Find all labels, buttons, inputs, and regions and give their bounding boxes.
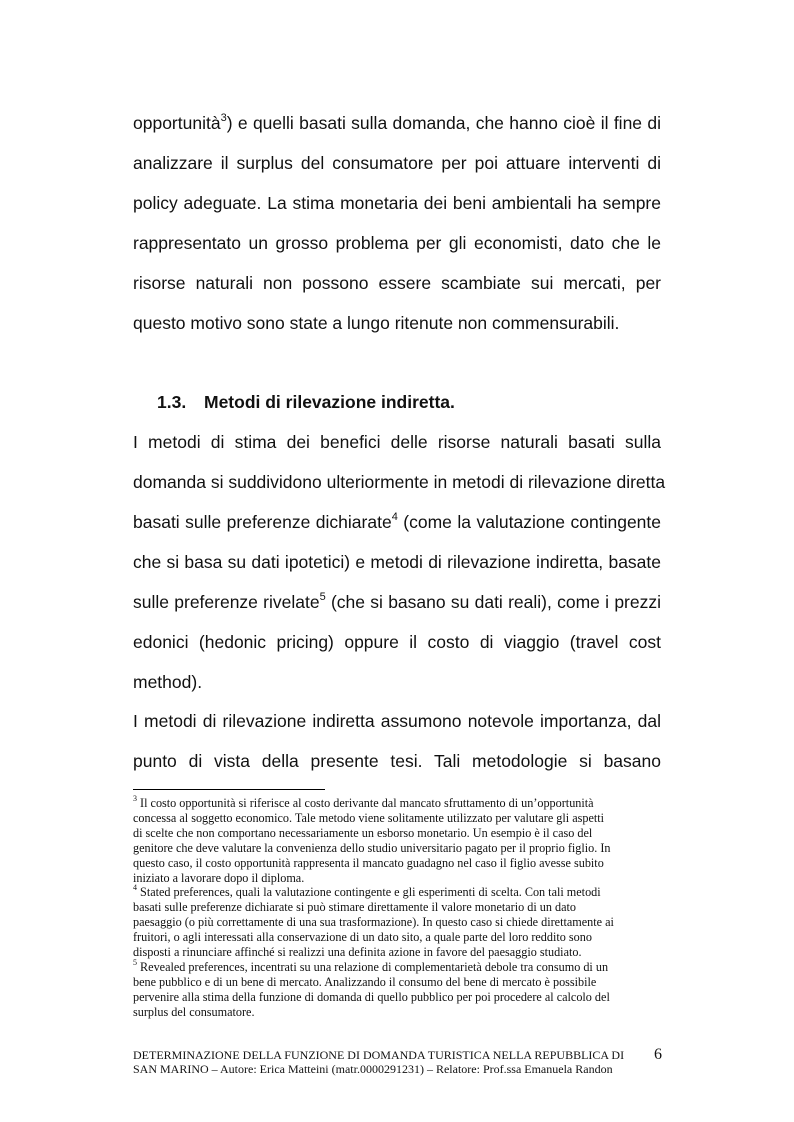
footnote-line: pervenire alla stima della funzione di domanda di quello pubblico per poi procedere al calcolo del bbox=[133, 989, 610, 1004]
text-line: I metodi di rilevazione indiretta assumono notevole importanza, dal bbox=[133, 711, 661, 731]
footnote-5 bbox=[133, 957, 661, 975]
footnote-line: basati sulle preferenze dichiarate si può stimare direttamente il valore monetario di un dato bbox=[133, 900, 576, 915]
footnote-line: bene pubblico e di un bene di mercato. Analizzando il consumo del bene di mercato è possibile bbox=[133, 974, 597, 989]
text-line: I metodi di stima dei benefici delle risorse naturali basati sulla bbox=[133, 432, 661, 452]
section-heading bbox=[157, 390, 455, 414]
footnote-line: questo caso, il costo opportunità rappresenta il mancato guadagno nel caso il figlio avesse subito bbox=[133, 855, 604, 870]
text-line: edonici (hedonic pricing) oppure il costo di viaggio (travel cost bbox=[133, 632, 661, 652]
text-fragment: ) e quelli basati sulla domanda, che hanno cioè il fine di bbox=[226, 113, 661, 133]
text-line: questo motivo sono state a lungo ritenute non commensurabili. bbox=[133, 313, 620, 333]
text-line: analizzare il surplus del consumatore per poi attuare interventi di bbox=[133, 153, 661, 173]
page-footer bbox=[133, 1048, 653, 1076]
text-line bbox=[133, 590, 661, 614]
text-line bbox=[133, 111, 661, 135]
text-fragment: (che si basano su dati reali), come i prezzi bbox=[325, 592, 661, 612]
footnote-ref-4[interactable]: 4 bbox=[391, 511, 398, 524]
text-line: method). bbox=[133, 672, 203, 692]
text-line bbox=[133, 510, 661, 534]
text-line: risorse naturali non possono essere scambiate sui mercati, per bbox=[133, 273, 661, 293]
text-line: domanda si suddividono ulteriormente in metodi di rilevazione diretta bbox=[133, 472, 666, 492]
footnote-divider bbox=[133, 789, 325, 790]
footer-author: SAN MARINO – Autore: Erica Matteini (matr.0000291231) – Relatore: Prof.ssa Emanuela Randon bbox=[133, 1062, 613, 1076]
page-number: 6 bbox=[654, 1046, 662, 1063]
footnote-line: genitore che deve valutare la convenienza dello studio universitario pagato per il proprio figlio. In bbox=[133, 840, 611, 855]
footnote-line: iniziato a lavorare dopo il diploma. bbox=[133, 870, 305, 885]
footnote-ref-5[interactable]: 5 bbox=[319, 591, 326, 604]
footnote-line: disposti a rinunciare affinché si realizzi una definita azione in favore del paesaggio studiato. bbox=[133, 945, 582, 959]
footnote-line: fruitori, o agli interessati alla conservazione di un dato sito, a quale parte del loro reddito sono bbox=[133, 930, 592, 945]
footnote-text: Revealed preferences, incentrati su una relazione di complementarietà debole tra consumo di un bbox=[137, 959, 609, 974]
footnote-marker: 4 bbox=[133, 883, 137, 893]
text-fragment: sulle preferenze rivelate bbox=[133, 592, 320, 612]
footnote-4 bbox=[133, 885, 661, 900]
text-line: punto di vista della presente tesi. Tali metodologie si basano bbox=[133, 751, 661, 771]
footnote-marker: 5 bbox=[133, 957, 137, 967]
text-fragment: opportunità bbox=[133, 113, 221, 133]
footnote-line: concessa al soggetto economico. Tale metodo viene solitamente utilizzato per valutare gli aspetti bbox=[133, 810, 605, 825]
section-number: 1.3. bbox=[157, 392, 187, 412]
footer-title: DETERMINAZIONE DELLA FUNZIONE DI DOMANDA TURISTICA NELLA REPUBBLICA DI bbox=[133, 1048, 625, 1062]
text-fragment: (come la valutazione contingente bbox=[397, 512, 661, 532]
footnote-text: Il costo opportunità si riferisce al costo derivante dal mancato sfruttamento di un’opportunità bbox=[137, 796, 594, 810]
footnote-3 bbox=[133, 793, 661, 811]
footnote-text: Stated preferences, quali la valutazione contingente e gli esperimenti di scelta. Con tali metodi bbox=[137, 885, 601, 900]
footnote-ref-3[interactable]: 3 bbox=[220, 112, 227, 125]
text-fragment: basati sulle preferenze dichiarate bbox=[133, 512, 392, 532]
text-line: che si basa su dati ipotetici) e metodi di rilevazione indiretta, basate bbox=[133, 552, 661, 572]
section-title: Metodi di rilevazione indiretta. bbox=[204, 392, 455, 412]
text-line: rappresentato un grosso problema per gli economisti, dato che le bbox=[133, 233, 661, 253]
footnote-line: di scelte che non comportano necessariamente un esborso monetario. Un esempio è il caso del bbox=[133, 825, 593, 840]
footnote-line: paesaggio (o più correttamente di una sua trasformazione). In questo caso si chiede direttamente ai bbox=[133, 915, 614, 930]
text-line: policy adeguate. La stima monetaria dei beni ambientali ha sempre bbox=[133, 193, 661, 213]
footnote-line: surplus del consumatore. bbox=[133, 1004, 255, 1019]
footnote-marker: 3 bbox=[133, 793, 137, 803]
